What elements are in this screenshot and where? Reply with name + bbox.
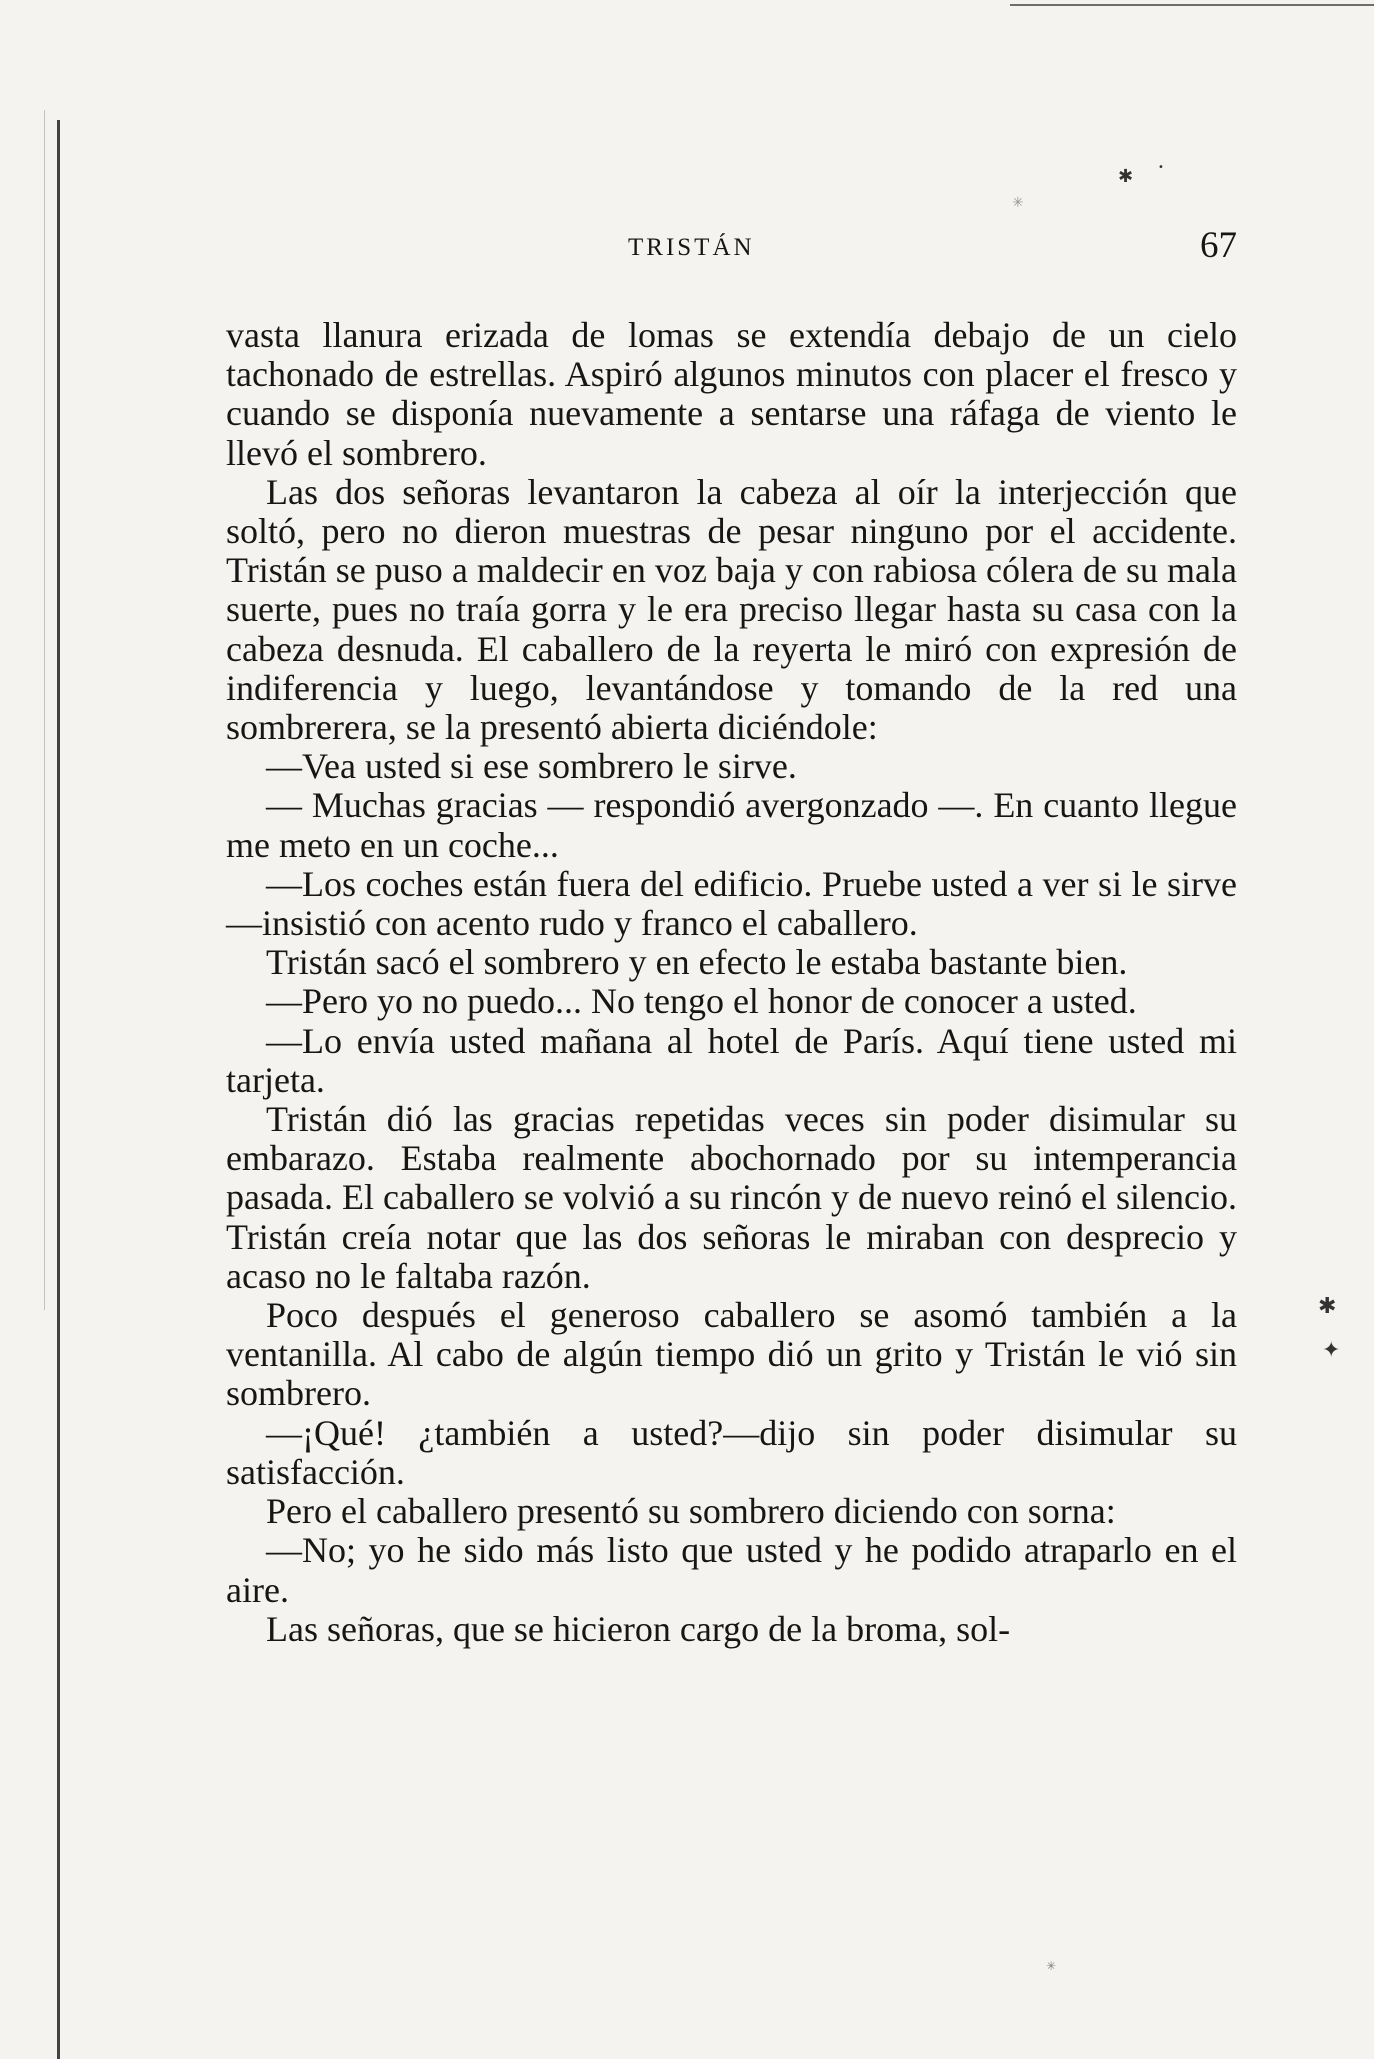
paragraph: — Muchas gracias — respondió avergonzado —. En cuanto llegue me meto en un coche... (226, 785, 1237, 865)
paragraph: —Pero yo no puedo... No tengo el honor de conocer a usted. (266, 981, 1137, 1022)
ink-speck: • (1158, 162, 1164, 173)
ink-speck: ✱ (1118, 166, 1134, 187)
body-text (226, 316, 1237, 1649)
ink-speck: ✦ (1322, 1338, 1341, 1363)
paragraph: vasta llanura erizada de lomas se extendía debajo de un cielo tachonado de estrellas. Aspiró algunos minutos con placer el fresco y cuando se disponía nuevamente a sentarse una ráfaga de viento le llevó el sombrero. (226, 315, 1237, 473)
paragraph: Tristán sacó el sombrero y en efecto le estaba bastante bien. (266, 942, 1128, 983)
paragraph: —Lo envía usted mañana al hotel de París. Aquí tiene usted mi tarjeta. (226, 1020, 1237, 1100)
paragraph: —No; yo he sido más listo que usted y he podido atraparlo en el aire. (226, 1530, 1237, 1610)
paragraph: Tristán dió las gracias repetidas veces sin poder disimular su embarazo. Estaba realmente abochornado por su intemperancia pasada. El caballero se volvió a su rincón y de nuevo reinó el silencio. Tristán creía notar que las dos señoras le miraban con desprecio y acaso no le faltaba razón. (226, 1099, 1237, 1296)
ink-speck: ✳ (1046, 1959, 1057, 1973)
paragraph: —Vea usted si ese sombrero le sirve. (266, 746, 797, 787)
ink-speck: ✱ (1318, 1294, 1337, 1319)
running-title: TRISTÁN (628, 234, 755, 261)
paragraph: Las señoras, que se hicieron cargo de la broma, sol- (266, 1608, 1011, 1649)
binding-faint-line (44, 110, 45, 1310)
scan-edge-line (1010, 4, 1374, 6)
paragraph: Pero el caballero presentó su sombrero diciendo con sorna: (266, 1491, 1116, 1532)
paragraph: —¡Qué! ¿también a usted?—dijo sin poder disimular su satisfacción. (226, 1412, 1237, 1492)
page-number: 67 (1200, 225, 1237, 266)
ink-speck: ✳ (1012, 195, 1024, 211)
paragraph: —Los coches están fuera del edificio. Pruebe usted a ver si le sirve—insistió con acento rudo y franco el caballero. (226, 863, 1237, 944)
paragraph: Las dos señoras levantaron la cabeza al oír la interjección que soltó, pero no dieron muestras de pesar ninguno por el accidente. Tristán se puso a maldecir en voz baja y con rabiosa cólera de su mala suerte, pues no traía gorra y le era preciso llegar hasta su casa con la cabeza desnuda. El caballero de la reyerta le miró con expresión de indiferencia y luego, levantándose y tomando de la red una sombrerera, se la presentó abierta diciéndole: (226, 471, 1237, 748)
paragraph: Poco después el generoso caballero se asomó también a la ventanilla. Al cabo de algún tiempo dió un grito y Tristán le vió sin sombrero. (226, 1295, 1237, 1414)
binding-shadow-line (57, 120, 60, 2059)
running-head (226, 225, 1237, 270)
